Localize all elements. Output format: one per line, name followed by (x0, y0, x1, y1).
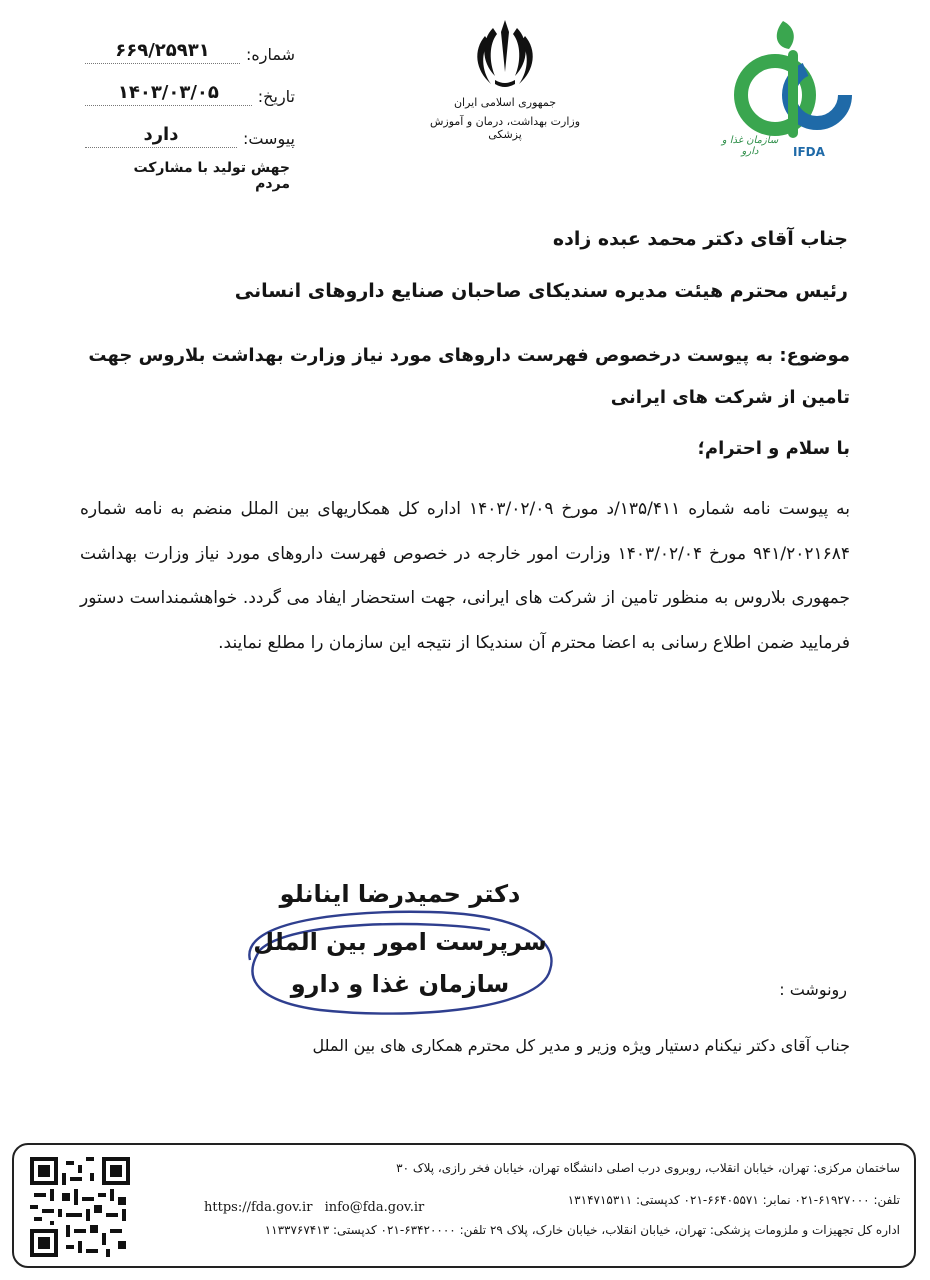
number-row (85, 22, 295, 64)
emblem-ministry: وزارت بهداشت، درمان و آموزش پزشکی (429, 115, 581, 141)
ifda-logo-icon (715, 15, 865, 145)
ifda-logo (715, 15, 865, 160)
letter-meta (85, 22, 295, 148)
date-label: تاریخ: (257, 87, 295, 106)
cc-text: جناب آقای دکتر نیکنام دستیار ویژه وزیر و مدیر کل محترم همکاری های بین الملل (312, 1036, 850, 1055)
iran-emblem (420, 14, 590, 154)
date-row (85, 64, 295, 106)
emblem-icon (465, 14, 545, 94)
email-link[interactable]: info@fda.gov.ir (324, 1200, 425, 1215)
slogan: جهش تولید با مشارکت مردم (133, 160, 290, 192)
qr-code-icon (30, 1157, 130, 1257)
footer-web (204, 1200, 424, 1215)
signatory-title: سرپرست امور بین الملل (253, 928, 547, 956)
signatory-name: دکتر حمیدرضا اینانلو (279, 880, 521, 908)
footer-branch: اداره کل تجهیزات و ملزومات پزشکی: تهران، خیابان انقلاب، خیابان خارک، پلاک ۲۹ تلفن: ۶۳۴۲۰۰۰۰-۰۲۱ کدپستی: ۱۱۳۳۷۶۷۴۱۳ (264, 1223, 900, 1237)
signatory-org: سازمان غذا و دارو (290, 970, 510, 998)
emblem-country: جمهوری اسلامی ایران (453, 96, 557, 109)
greeting: با سلام و احترام؛ (697, 438, 850, 459)
attachment-label: پیوست: (242, 129, 295, 148)
subject: موضوع: به پیوست درخصوص فهرست داروهای مورد نیاز وزارت بهداشت بلاروس جهت تامین از شرکت های ایرانی (88, 345, 850, 408)
addressee-title: رئیس محترم هیئت مدیره سندیکای صاحبان صنایع داروهای انسانی (234, 280, 848, 302)
attachment-value: دارد (85, 124, 237, 148)
date-value: ۱۴۰۳/۰۳/۰۵ (85, 82, 252, 106)
ifda-org-name: سازمان غذا و دارو (721, 135, 779, 157)
footer (12, 1143, 916, 1268)
signature-block (230, 870, 570, 1030)
number-label: شماره: (245, 45, 295, 64)
addressee-name: جناب آقای دکتر محمد عبده زاده (552, 228, 848, 250)
ifda-abbr: IFDA (793, 145, 825, 159)
letter-body: به پیوست نامه شماره ۱۳۵/۴۱۱/د مورخ ۱۴۰۳/۰۲/۰۹ اداره کل همکاریهای بین الملل منضم به نامه شماره ۹۴۱/۲۰۲۱۶۸۴ مورخ ۱۴۰۳/۰۲/۰۴ وزارت امور خارجه در خصوص فهرست داروهای مورد نیاز وزارت بهداشت جمهوری بلاروس به منظور تامین از شرکت های ایرانی، جهت استحضار ایفاد می گردد. خواهشمنداست دستور فرمایید ضمن اطلاع رسانی به اعضا محترم آن سندیکا از نتیجه این سازمان را مطلع نمایند. (80, 499, 851, 653)
website-link[interactable]: https://fda.gov.ir (204, 1200, 313, 1215)
cc-label: رونوشت : (779, 980, 847, 999)
number-value: ۶۶۹/۲۵۹۳۱ (85, 40, 240, 64)
footer-address: ساختمان مرکزی: تهران، خیابان انقلاب، روبروی درب اصلی دانشگاه تهران، خیابان فخر رازی، پلاک ۳۰ (396, 1161, 900, 1175)
attachment-row (85, 106, 295, 148)
footer-contact: تلفن: ۶۱۹۲۷۰۰۰-۰۲۱ نمابر: ۶۶۴۰۵۵۷۱-۰۲۱ کدپستی: ۱۳۱۴۷۱۵۳۱۱ (567, 1193, 900, 1207)
